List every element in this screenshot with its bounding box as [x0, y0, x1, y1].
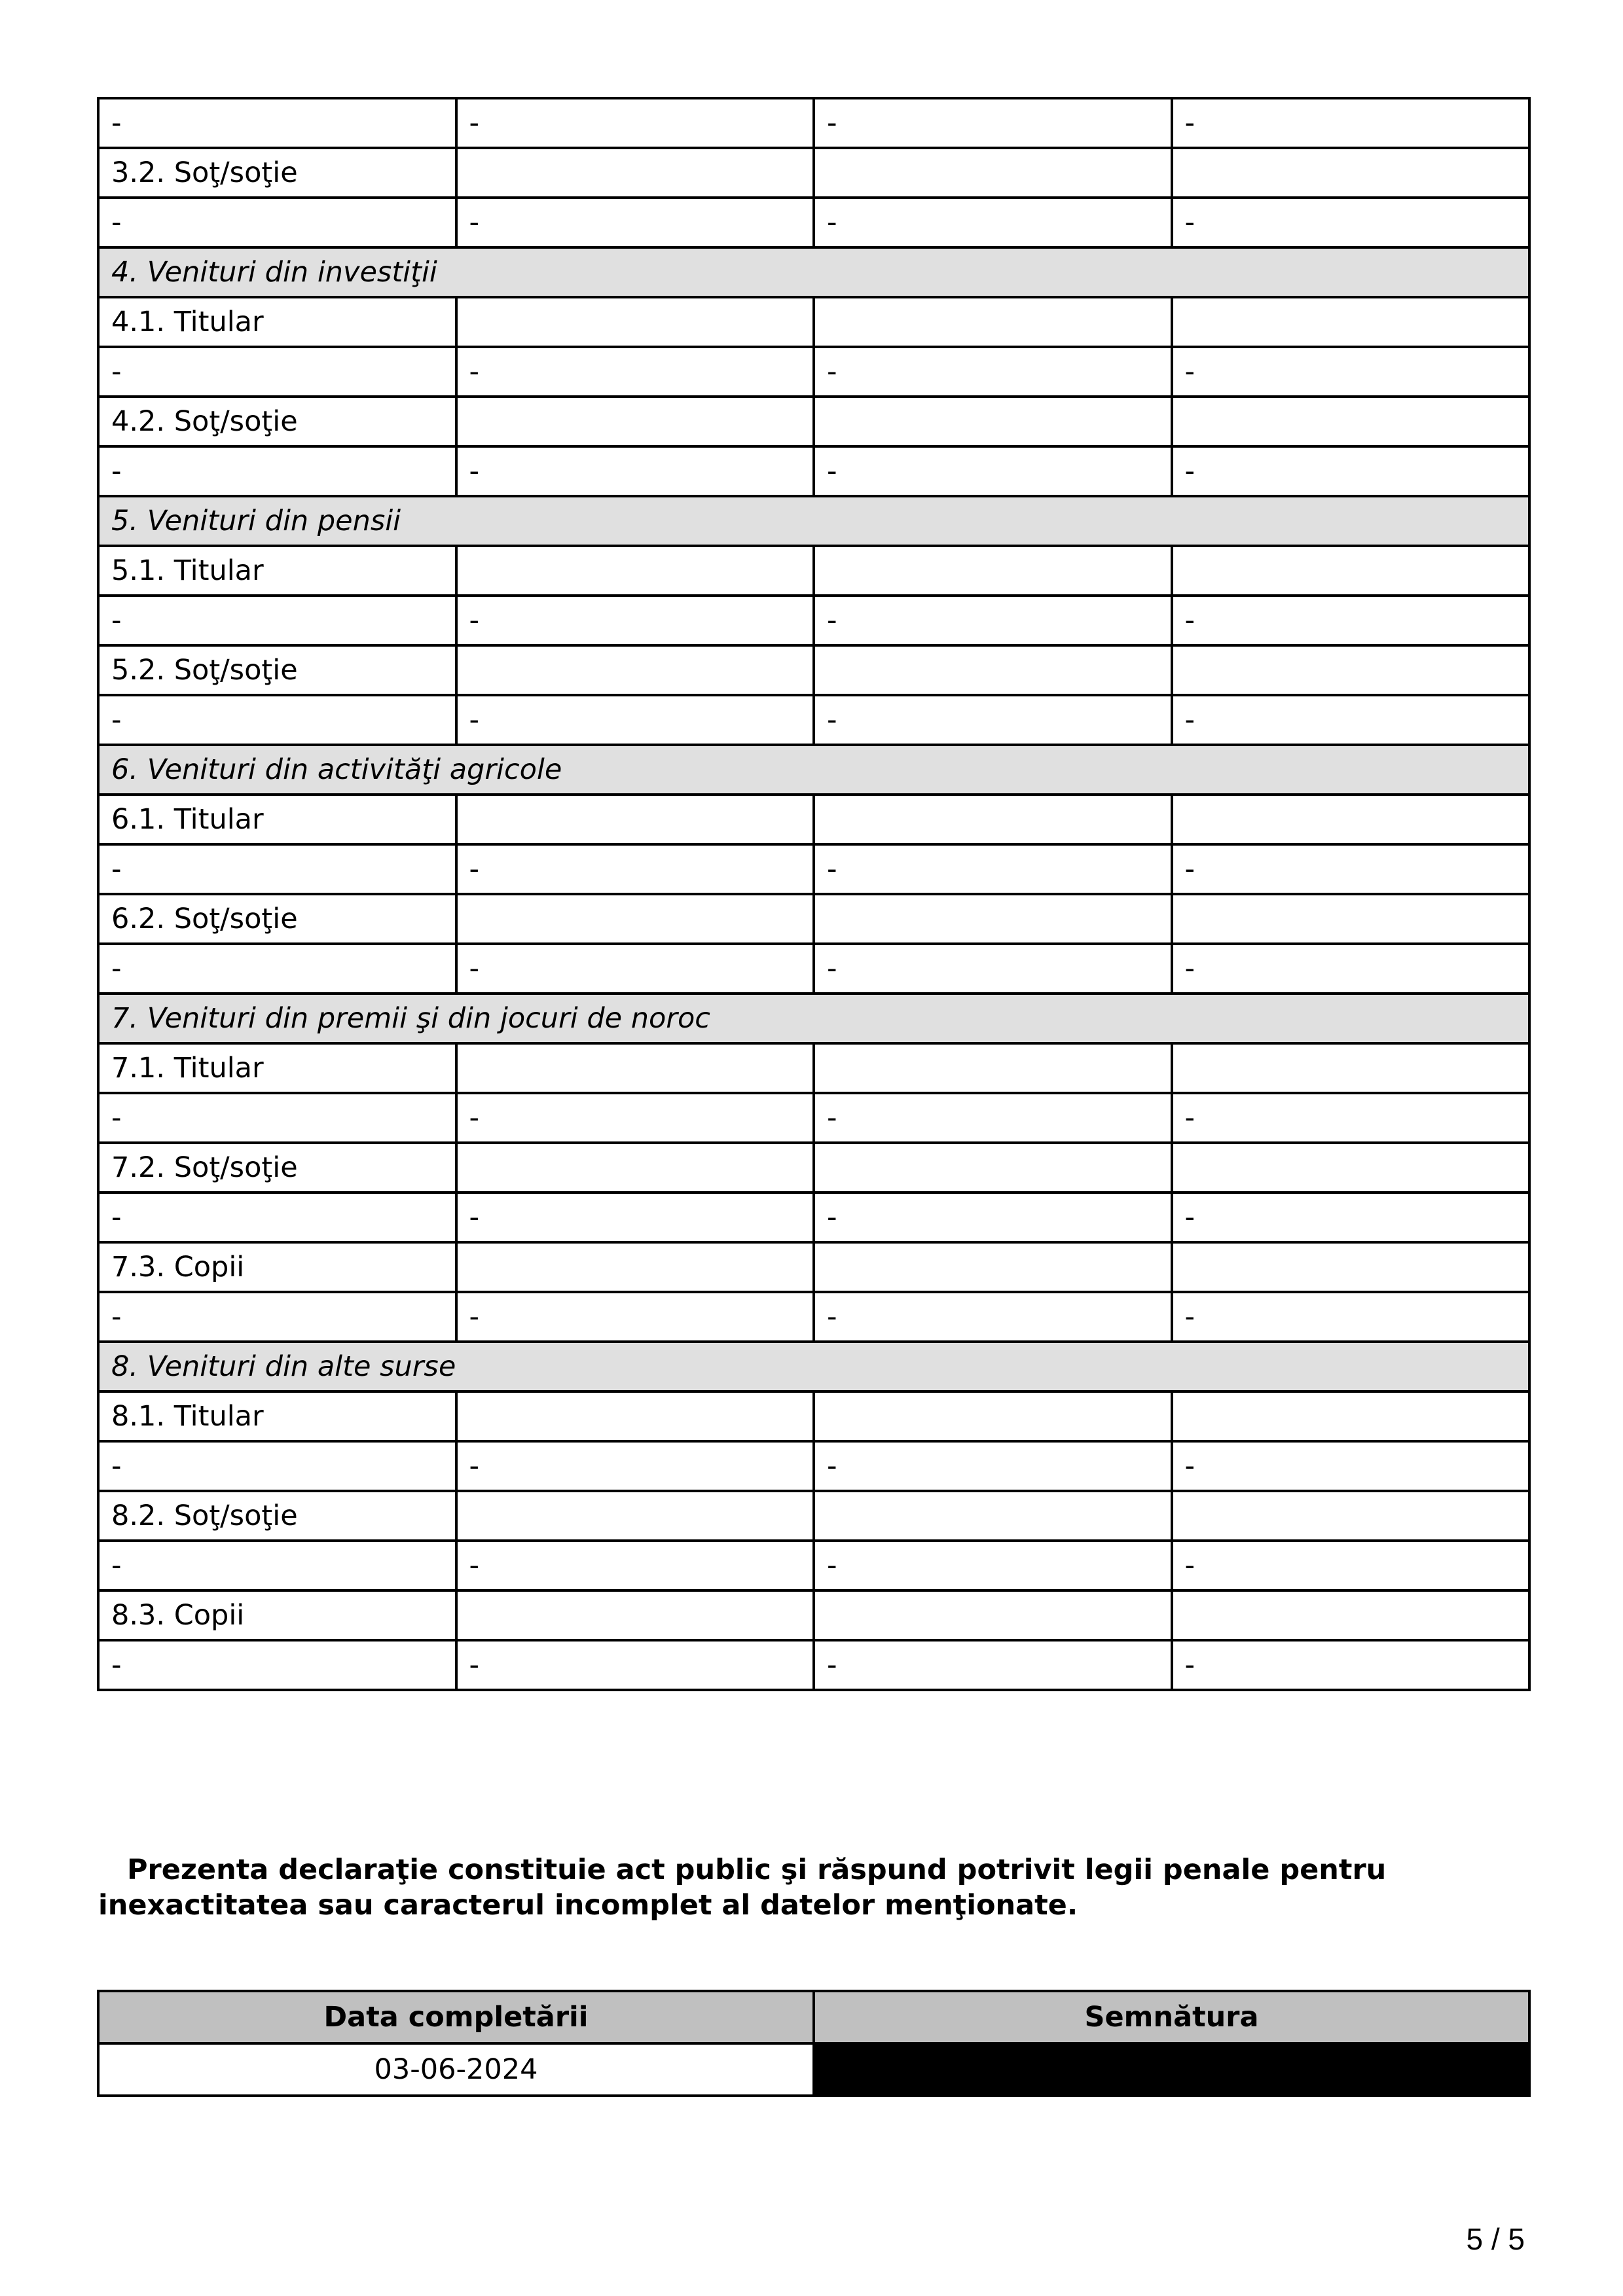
value-cell: [814, 1590, 1172, 1640]
value-cell: -: [814, 198, 1172, 247]
value-cell: [814, 1391, 1172, 1441]
value-cell: -: [1172, 347, 1530, 397]
table-row: [98, 695, 1529, 745]
value-cell: -: [814, 596, 1172, 645]
value-cell: -: [1172, 596, 1530, 645]
value-cell: -: [456, 347, 814, 397]
value-cell: -: [1172, 844, 1530, 894]
value-cell: [1172, 1491, 1530, 1541]
value-cell: [456, 546, 814, 596]
row-label-cell: -: [98, 596, 456, 645]
table-row: [98, 347, 1529, 397]
value-cell: [814, 795, 1172, 844]
row-label-cell: 7.2. Soţ/soţie: [98, 1143, 456, 1193]
table-row: [98, 1292, 1529, 1342]
row-label-cell: -: [98, 695, 456, 745]
value-cell: -: [456, 1193, 814, 1242]
row-label-cell: -: [98, 98, 456, 148]
value-cell: [456, 297, 814, 347]
table-row: [98, 198, 1529, 247]
table-row: [98, 1043, 1529, 1093]
value-cell: [456, 1391, 814, 1441]
value-cell: [814, 297, 1172, 347]
value-cell: [814, 645, 1172, 695]
signature-table-values: [98, 2043, 1529, 2096]
table-row: [98, 1242, 1529, 1292]
signature-table: [97, 1990, 1531, 2097]
table-row: [98, 1541, 1529, 1590]
value-cell: -: [814, 1541, 1172, 1590]
value-cell: [814, 397, 1172, 446]
value-cell: [1172, 1391, 1530, 1441]
signature-table-header: [98, 1991, 1529, 2043]
value-cell: -: [814, 98, 1172, 148]
row-label-cell: 7.1. Titular: [98, 1043, 456, 1093]
table-row: [98, 297, 1529, 347]
row-label-cell: -: [98, 1292, 456, 1342]
value-cell: -: [456, 1541, 814, 1590]
value-cell: -: [1172, 944, 1530, 994]
value-cell: -: [1172, 446, 1530, 496]
row-label-cell: -: [98, 1093, 456, 1143]
table-row: [98, 546, 1529, 596]
value-cell: [1172, 546, 1530, 596]
section-header-row: [98, 745, 1529, 795]
value-cell: [1172, 645, 1530, 695]
row-label-cell: 5.2. Soţ/soţie: [98, 645, 456, 695]
row-label-cell: 4.2. Soţ/soţie: [98, 397, 456, 446]
table-row: [98, 148, 1529, 198]
value-cell: [1172, 1590, 1530, 1640]
table-row: [98, 894, 1529, 944]
table-row: [98, 1640, 1529, 1690]
value-cell: -: [456, 198, 814, 247]
value-cell: -: [814, 1193, 1172, 1242]
page-number: 5 / 5: [1466, 2222, 1525, 2256]
value-cell: -: [814, 844, 1172, 894]
row-label-cell: -: [98, 944, 456, 994]
value-cell: -: [1172, 1193, 1530, 1242]
section-header-row: [98, 247, 1529, 297]
signature-header: Semnătura: [814, 1991, 1529, 2043]
table-row: [98, 98, 1529, 148]
value-cell: [814, 1491, 1172, 1541]
value-cell: -: [1172, 98, 1530, 148]
section-header-row: [98, 1342, 1529, 1391]
value-cell: -: [814, 347, 1172, 397]
value-cell: -: [1172, 1093, 1530, 1143]
table-row: [98, 1093, 1529, 1143]
value-cell: -: [814, 1292, 1172, 1342]
value-cell: -: [456, 1292, 814, 1342]
row-label-cell: 4.1. Titular: [98, 297, 456, 347]
value-cell: [814, 1242, 1172, 1292]
value-cell: -: [1172, 198, 1530, 247]
declaration-statement: Prezenta declaraţie constituie act public şi răspund potrivit legii penale pentru inexactitatea sau caracterul incomplet al datelor menţionate.: [98, 1854, 1387, 1922]
section-header: 5. Venituri din pensii: [98, 496, 1529, 546]
value-cell: [456, 148, 814, 198]
row-label-cell: 8.2. Soţ/soţie: [98, 1491, 456, 1541]
value-cell: [456, 795, 814, 844]
value-cell: [456, 1242, 814, 1292]
income-table-body: [98, 98, 1529, 1690]
value-cell: -: [814, 695, 1172, 745]
row-label-cell: -: [98, 1193, 456, 1242]
row-label-cell: -: [98, 347, 456, 397]
value-cell: -: [456, 1640, 814, 1690]
value-cell: [456, 1043, 814, 1093]
section-header: 6. Venituri din activităţi agricole: [98, 745, 1529, 795]
value-cell: [456, 894, 814, 944]
table-row: [98, 1441, 1529, 1491]
table-row: [98, 446, 1529, 496]
date-header: Data completării: [98, 1991, 814, 2043]
value-cell: [814, 148, 1172, 198]
value-cell: [1172, 795, 1530, 844]
row-label-cell: -: [98, 446, 456, 496]
value-cell: -: [814, 446, 1172, 496]
row-label-cell: 8.1. Titular: [98, 1391, 456, 1441]
value-cell: [814, 894, 1172, 944]
section-header: 8. Venituri din alte surse: [98, 1342, 1529, 1391]
table-row: [98, 944, 1529, 994]
value-cell: [1172, 148, 1530, 198]
row-label-cell: -: [98, 198, 456, 247]
section-header: 7. Venituri din premii şi din jocuri de noroc: [98, 994, 1529, 1043]
value-cell: -: [456, 1441, 814, 1491]
table-row: [98, 844, 1529, 894]
table-row: [98, 1491, 1529, 1541]
row-label-cell: 7.3. Copii: [98, 1242, 456, 1292]
value-cell: -: [456, 944, 814, 994]
row-label-cell: -: [98, 1541, 456, 1590]
value-cell: [1172, 1242, 1530, 1292]
value-cell: -: [456, 98, 814, 148]
value-cell: -: [1172, 695, 1530, 745]
row-label-cell: -: [98, 1441, 456, 1491]
table-row: [98, 596, 1529, 645]
value-cell: -: [456, 596, 814, 645]
table-row: [98, 1193, 1529, 1242]
income-table: [97, 97, 1531, 1691]
section-header-row: [98, 994, 1529, 1043]
table-row: [98, 1391, 1529, 1441]
value-cell: -: [1172, 1441, 1530, 1491]
completion-date: 03-06-2024: [98, 2043, 814, 2096]
value-cell: -: [1172, 1640, 1530, 1690]
section-header: 4. Venituri din investiţii: [98, 247, 1529, 297]
section-header-row: [98, 496, 1529, 546]
table-row: [98, 1590, 1529, 1640]
value-cell: [1172, 894, 1530, 944]
value-cell: [456, 1491, 814, 1541]
value-cell: -: [814, 1640, 1172, 1690]
value-cell: [1172, 297, 1530, 347]
value-cell: -: [814, 1093, 1172, 1143]
table-row: [98, 1143, 1529, 1193]
value-cell: [456, 1143, 814, 1193]
row-label-cell: -: [98, 1640, 456, 1690]
value-cell: [456, 645, 814, 695]
row-label-cell: -: [98, 844, 456, 894]
value-cell: [456, 1590, 814, 1640]
value-cell: -: [456, 695, 814, 745]
table-row: [98, 795, 1529, 844]
row-label-cell: 6.1. Titular: [98, 795, 456, 844]
value-cell: -: [456, 446, 814, 496]
row-label-cell: 8.3. Copii: [98, 1590, 456, 1640]
value-cell: -: [814, 1441, 1172, 1491]
row-label-cell: 5.1. Titular: [98, 546, 456, 596]
table-row: [98, 397, 1529, 446]
value-cell: -: [456, 1093, 814, 1143]
value-cell: -: [814, 944, 1172, 994]
row-label-cell: 3.2. Soţ/soţie: [98, 148, 456, 198]
value-cell: [814, 1143, 1172, 1193]
value-cell: -: [1172, 1292, 1530, 1342]
value-cell: [814, 546, 1172, 596]
value-cell: [814, 1043, 1172, 1093]
value-cell: -: [1172, 1541, 1530, 1590]
row-label-cell: 6.2. Soţ/soţie: [98, 894, 456, 944]
value-cell: [456, 397, 814, 446]
value-cell: [1172, 1043, 1530, 1093]
value-cell: [1172, 1143, 1530, 1193]
table-row: [98, 645, 1529, 695]
value-cell: -: [456, 844, 814, 894]
signature-redacted: [814, 2043, 1529, 2096]
value-cell: [1172, 397, 1530, 446]
